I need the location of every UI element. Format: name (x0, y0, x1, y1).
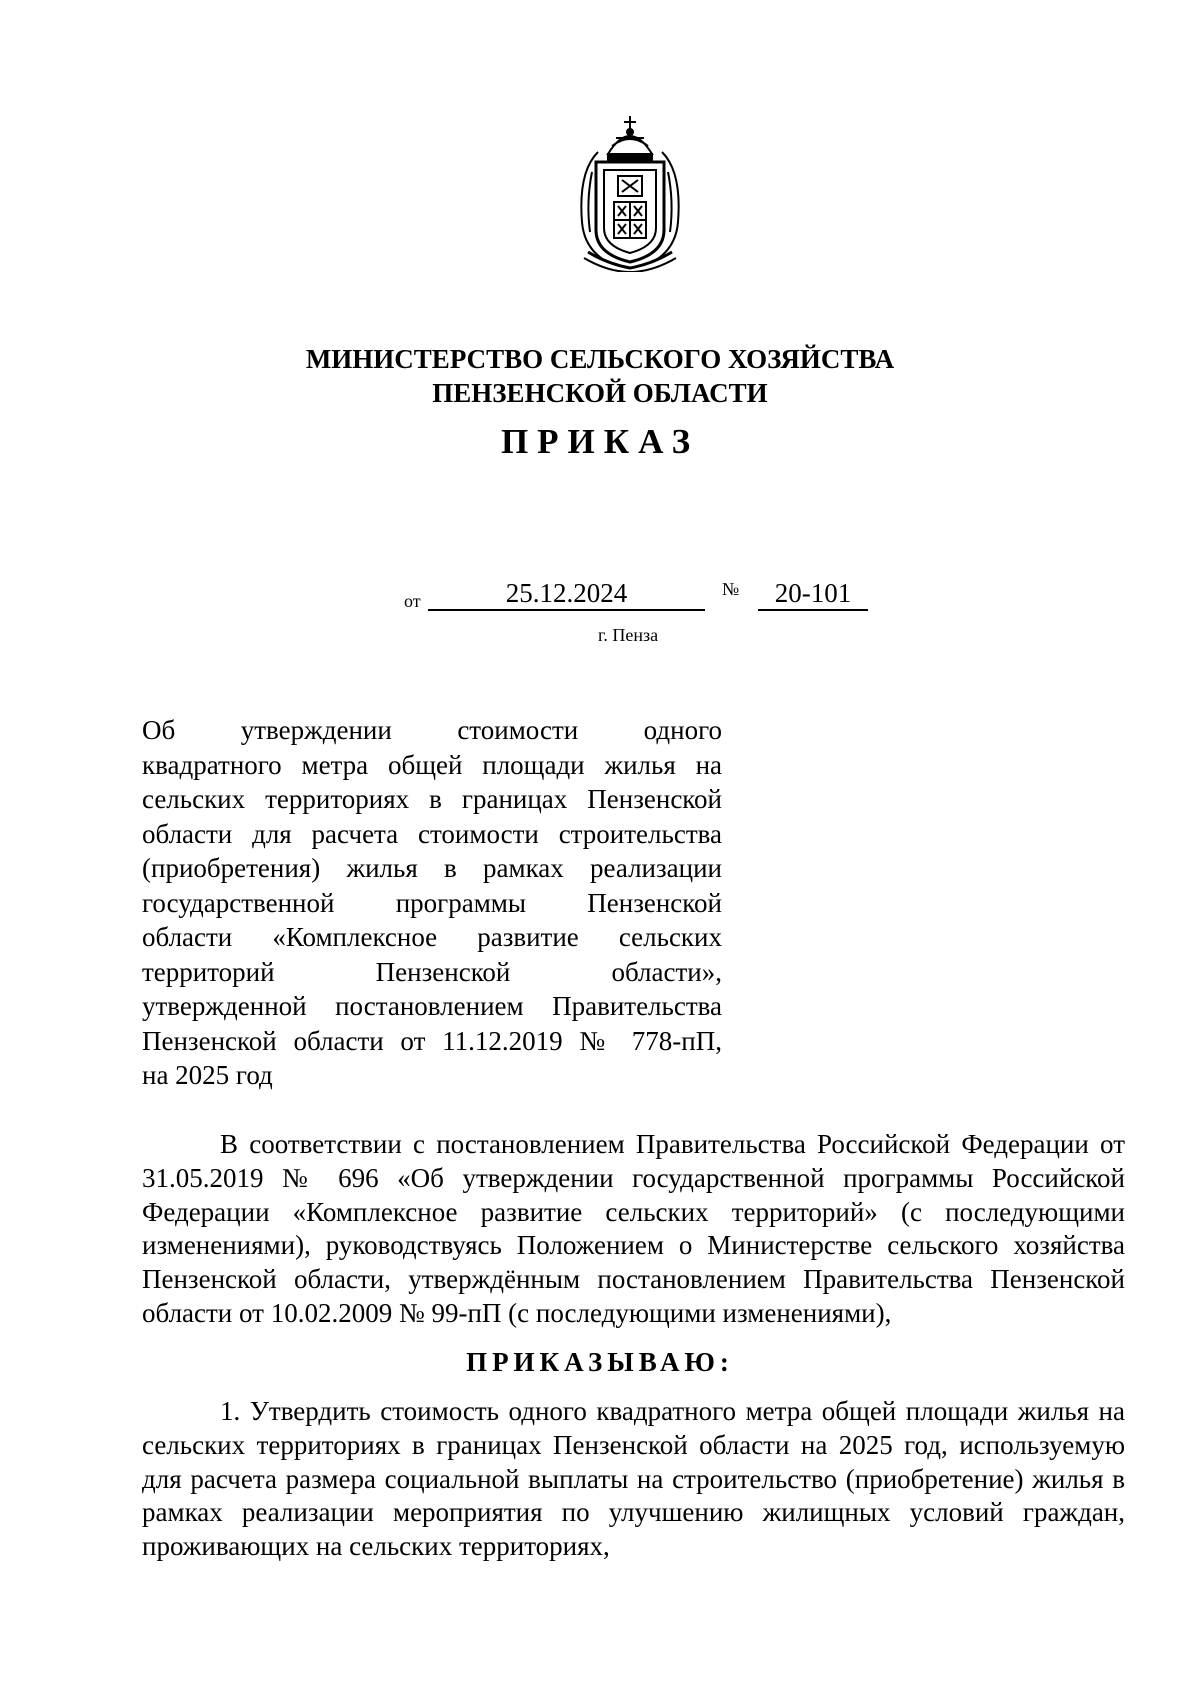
subject-line: государственной программы Пензенской (142, 887, 722, 918)
number-underline (758, 609, 868, 611)
date-prefix: от (404, 591, 421, 611)
subject-line: области «Комплексное развитие сельских (142, 922, 722, 952)
subject-line: (приобретения) жилья в рамках реализации (142, 853, 722, 883)
document-number: 20-101 (774, 578, 852, 608)
subject-block (142, 713, 722, 1093)
city: г. Пенза (598, 625, 659, 645)
subject-line: Пензенской области от 11.12.2019 № 778-пП, (142, 1025, 722, 1056)
item-1-paragraph: 1. Утвердить стоимость одного квадратного метра общей площади жилья на сельских территориях в границах Пензенской области на 2025 год, используемую для расчета размера социальной выплаты на строительство (приобретение) жилья в рамках реализации мероприятия по улучшению жилищных условий граждан, проживающих на сельских территориях, (142, 1396, 1125, 1562)
subject-line: квадратного метра общей площади жилья на (142, 749, 722, 780)
document-date: 25.12.2024 (505, 578, 628, 608)
ministry-name-line1: МИНИСТЕРСТВО СЕЛЬСКОГО ХОЗЯЙСТВА (305, 344, 895, 374)
directive-heading: ПРИКАЗЫВАЮ: (466, 1347, 734, 1377)
coat-of-arms-icon (568, 112, 692, 272)
ministry-name-line2: ПЕНЗЕНСКОЙ ОБЛАСТИ (432, 378, 768, 408)
date-underline (428, 609, 705, 611)
number-sign: № (722, 579, 740, 599)
preamble-paragraph: В соответствии с постановлением Правительства Российской Федерации от 31.05.2019 № 696 «Об утверждении государственной программы Российской Федерации «Комплексное развитие сельских территорий» (с последующими изменениями), руководствуясь Положением о Министерстве сельского хозяйства Пензенской области, утверждённым постановлением Правительства Пензенской области от 10.02.2009 № 99-пП (с последующими изменениями), (142, 1129, 1125, 1328)
subject-line: на 2025 год (142, 1060, 273, 1090)
subject-line: утвержденной постановлением Правительства (142, 991, 722, 1021)
subject-line: Об утверждении стоимости одного (142, 715, 722, 745)
document-type: ПРИКАЗ (500, 422, 700, 461)
subject-line: области для расчета стоимости строительства (142, 818, 722, 849)
subject-line: сельских территориях в границах Пензенской (142, 784, 722, 814)
subject-line: территорий Пензенской области», (142, 956, 722, 987)
